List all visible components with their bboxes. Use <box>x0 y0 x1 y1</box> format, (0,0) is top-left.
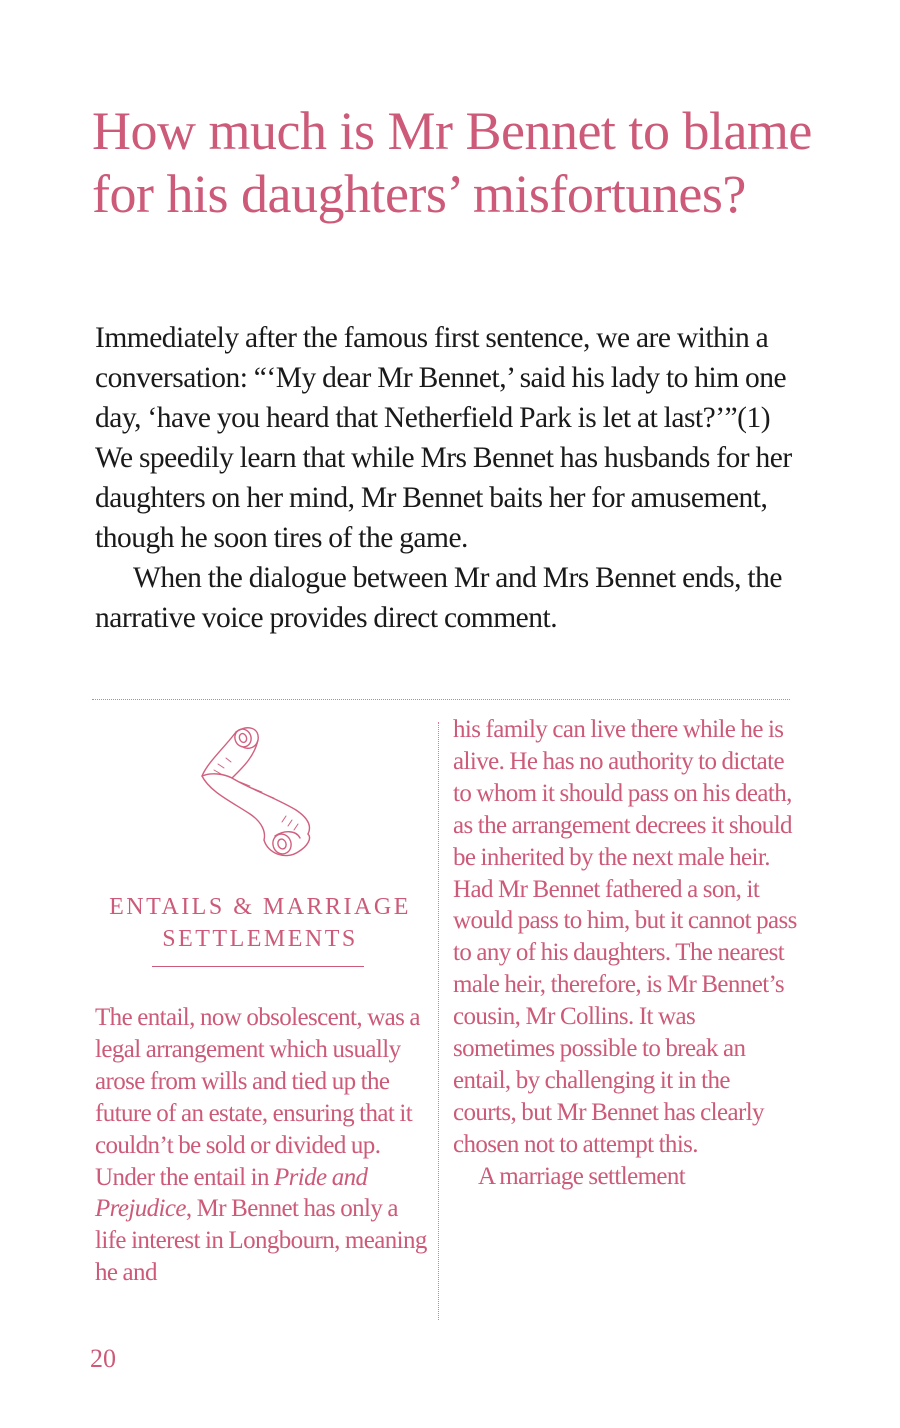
intro-text <box>95 318 795 638</box>
scroll-icon <box>196 718 326 862</box>
article-title: How much is Mr Bennet to blame for his daughters’ misfortunes? <box>92 101 812 224</box>
sidebar-paragraph-right: his family can live there while he is alive. He has no authority to dictate to whom it should pass on his death, as the arrangement decrees it should be inherited by the next male heir. Had Mr Bennet fathered a son, it would pass to him, but it cannot pass to any of his daughters. The nearest male heir, therefore, is Mr Bennet’s cousin, Mr Collins. It was sometimes possible to break an entail, by challenging it in the courts, but Mr Bennet has clearly chosen not to attempt this. <box>453 716 797 1158</box>
sidebar-heading <box>92 891 428 955</box>
sidebar-column-right <box>453 714 798 1193</box>
section-divider <box>92 699 790 700</box>
book-title-italic: Pride and Prejudice <box>95 1163 368 1223</box>
sidebar-heading-line-2: SETTLEMENTS <box>162 926 358 952</box>
left-text-end: , Mr Bennet has only a life interest in Longbourn, meaning he and <box>95 1195 427 1287</box>
heading-underline <box>152 966 364 967</box>
intro-paragraph-2: When the dialogue between Mr and Mrs Bennet ends, the narrative voice provides direct comment. <box>95 562 782 634</box>
sidebar-paragraph-left <box>95 1002 430 1289</box>
intro-paragraph-1: Immediately after the famous first sentence, we are within a conversation: “‘My dear Mr Bennet,’ said his lady to him one day, ‘have you heard that Netherfield Park is let at last?’”(1) We speedily learn that while Mrs Bennet has husbands for her daughters on her mind, Mr Bennet baits her for amusement, though he soon tires of the game. <box>95 322 792 554</box>
left-text-start: The entail, now obsolescent, was a legal arrangement which usually arose from wills and tied up the future of an estate, ensuring that it couldn’t be sold or divided up. Under the entail in <box>95 1004 420 1191</box>
sidebar-column-left <box>95 1002 430 1289</box>
sidebar-paragraph-continued: A marriage settlement <box>478 1162 686 1190</box>
page-number: 20 <box>90 1344 116 1373</box>
sidebar-heading-line-1: ENTAILS & MARRIAGE <box>109 894 411 920</box>
column-divider <box>438 722 439 1320</box>
